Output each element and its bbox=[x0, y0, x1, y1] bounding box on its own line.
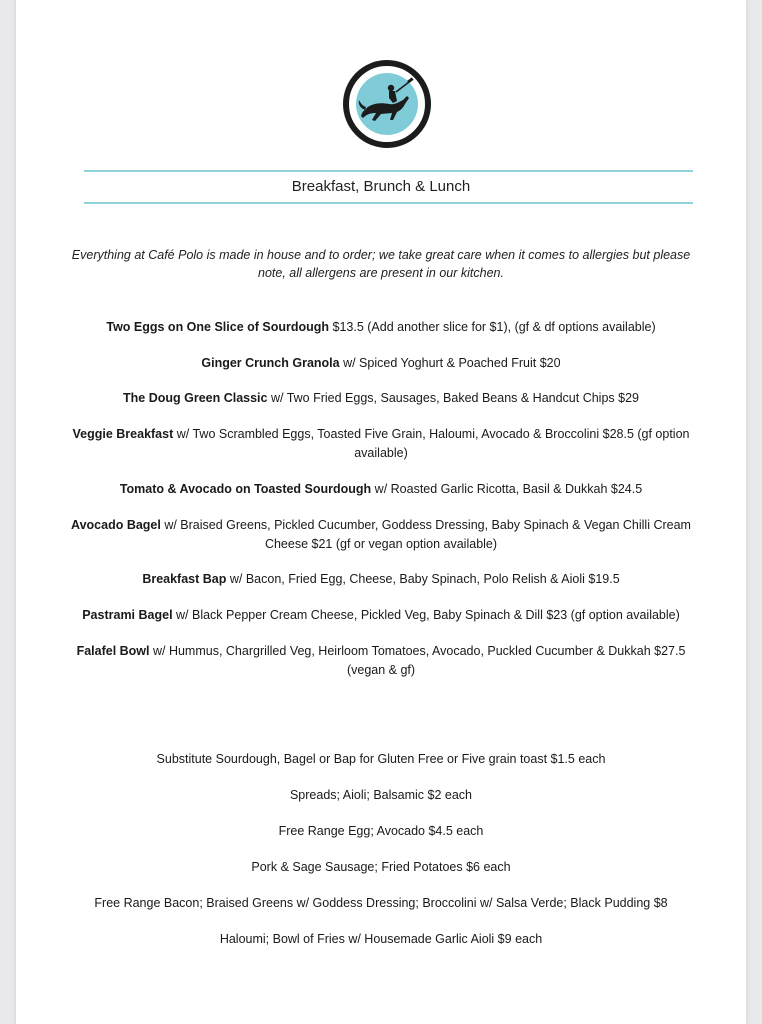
menu-item-name: Breakfast Bap bbox=[142, 572, 227, 586]
menu-item bbox=[61, 570, 701, 589]
menu-item bbox=[61, 480, 701, 499]
menu-item-name: The Doug Green Classic bbox=[123, 391, 268, 405]
menu-item-name: Falafel Bowl bbox=[76, 644, 150, 658]
menu-item-description: w/ Hummus, Chargrilled Veg, Heirloom Tomatoes, Avocado, Puckled Cucumber & Dukkah $27.5 (vegan & gf) bbox=[149, 644, 686, 677]
header-bottom-rule bbox=[84, 202, 693, 204]
menu-item-name: Avocado Bagel bbox=[71, 518, 161, 532]
menu-item-name: Veggie Breakfast bbox=[72, 427, 174, 441]
menu-item-description: $13.5 (Add another slice for $1), (gf & df options available) bbox=[329, 320, 656, 334]
menu-item bbox=[61, 425, 701, 463]
menu-item-description: w/ Braised Greens, Pickled Cucumber, Goddess Dressing, Baby Spinach & Vegan Chilli Cream Cheese $21 (gf or vegan option available) bbox=[160, 518, 691, 551]
allergen-notice: Everything at Café Polo is made in house and to order; we take great care when it comes to allergies but please note, all allergens are present in our kitchen. bbox=[71, 248, 691, 280]
menu-item bbox=[61, 389, 701, 408]
menu-item bbox=[61, 354, 701, 373]
polo-rider-icon bbox=[343, 60, 431, 148]
menu-item-description: w/ Roasted Garlic Ricotta, Basil & Dukkah $24.5 bbox=[371, 482, 643, 496]
menu-item bbox=[61, 516, 701, 554]
menu-item-description: w/ Two Scrambled Eggs, Toasted Five Grain, Haloumi, Avocado & Broccolini $28.5 (gf option available) bbox=[173, 427, 690, 460]
extra-item: Spreads; Aioli; Balsamic $2 each bbox=[289, 788, 473, 802]
menu-item bbox=[61, 642, 701, 680]
menu-page bbox=[16, 0, 746, 1024]
header-top-rule bbox=[84, 170, 693, 172]
menu-item-description: w/ Bacon, Fried Egg, Cheese, Baby Spinach, Polo Relish & Aioli $19.5 bbox=[226, 572, 620, 586]
menu-item bbox=[61, 606, 701, 625]
extra-item: Pork & Sage Sausage; Fried Potatoes $6 each bbox=[251, 860, 511, 874]
menu-item-name: Pastrami Bagel bbox=[82, 608, 173, 622]
menu-item-description: w/ Black Pepper Cream Cheese, Pickled Veg, Baby Spinach & Dill $23 (gf option available) bbox=[172, 608, 680, 622]
menu-item-description: w/ Spiced Yoghurt & Poached Fruit $20 bbox=[339, 356, 561, 370]
menu-item bbox=[61, 318, 701, 337]
menu-item-name: Tomato & Avocado on Toasted Sourdough bbox=[119, 482, 372, 496]
menu-item-name: Ginger Crunch Granola bbox=[201, 356, 340, 370]
extra-item: Haloumi; Bowl of Fries w/ Housemade Garlic Aioli $9 each bbox=[219, 932, 543, 946]
menu-item-name: Two Eggs on One Slice of Sourdough bbox=[106, 320, 330, 334]
extra-item: Substitute Sourdough, Bagel or Bap for Gluten Free or Five grain toast $1.5 each bbox=[156, 752, 606, 766]
page-title: Breakfast, Brunch & Lunch bbox=[291, 178, 471, 195]
extra-item: Free Range Egg; Avocado $4.5 each bbox=[278, 824, 484, 838]
menu-item-description: w/ Two Fried Eggs, Sausages, Baked Beans & Handcut Chips $29 bbox=[267, 391, 639, 405]
extra-item: Free Range Bacon; Braised Greens w/ Goddess Dressing; Broccolini w/ Salsa Verde; Black Pudding $8 bbox=[94, 896, 668, 910]
